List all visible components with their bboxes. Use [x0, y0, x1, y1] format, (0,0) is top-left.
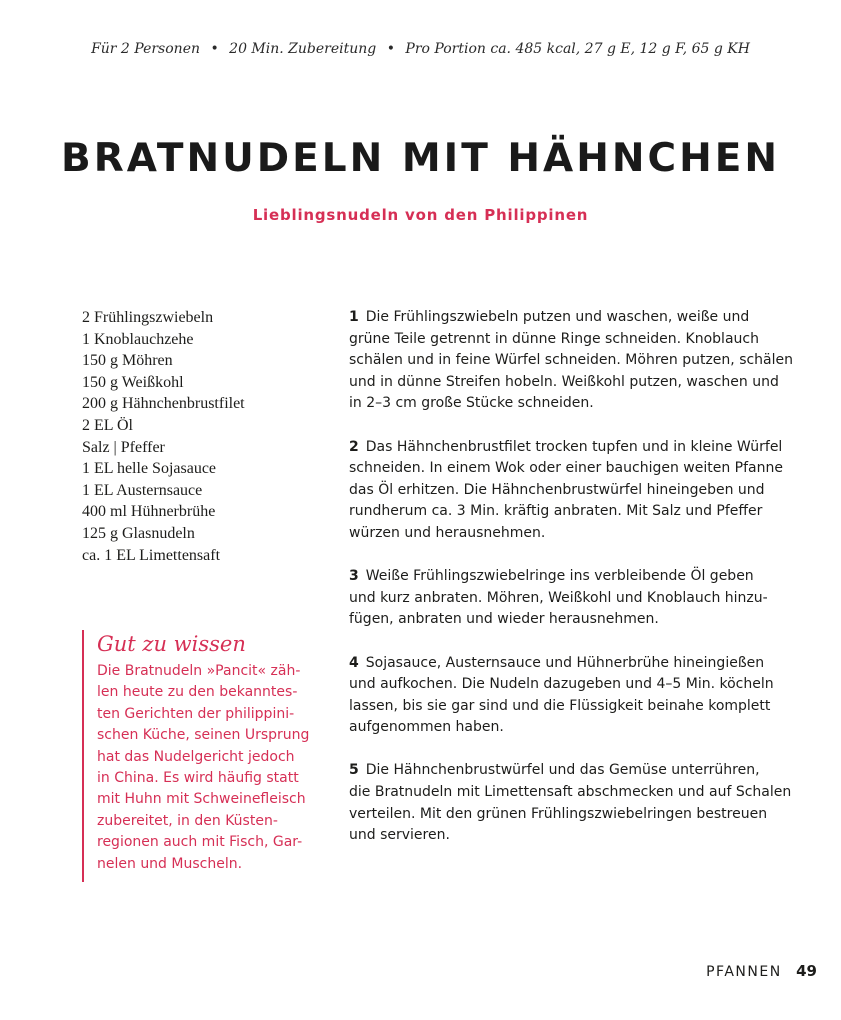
tip-line: Die Bratnudeln »Pancit« zäh- — [97, 663, 301, 679]
tip-line: regionen auch mit Fisch, Gar- — [97, 834, 303, 851]
step-line: die Bratnudeln mit Limettensaft abschmecken und auf Schalen — [349, 784, 792, 801]
page-number: 49 — [796, 962, 817, 980]
tip-line: ten Gerichten der philippini- — [97, 705, 295, 722]
ingredient-item: 125 g Glasnudeln — [82, 524, 195, 542]
ingredient-item: 1 Knoblauchzehe — [82, 330, 194, 348]
step-line: würzen und herausnehmen. — [349, 524, 546, 541]
tip-line: hat das Nudelgericht jedoch — [97, 748, 295, 765]
step-line: und in dünne Streifen hobeln. Weißkohl putzen, waschen und — [349, 373, 779, 390]
ingredient-item: 150 g Möhren — [82, 352, 173, 370]
ingredient-item: Salz | Pfeffer — [82, 438, 165, 456]
step-line: schälen und in feine Würfel schneiden. Möhren putzen, schälen — [349, 352, 794, 369]
step-number: 1 — [349, 309, 359, 325]
step-line: das Öl erhitzen. Die Hähnchenbrustwürfel hineingeben und — [349, 481, 765, 498]
step-line: schneiden. In einem Wok oder einer bauchigen weiten Pfanne — [349, 460, 783, 477]
step-number: 4 — [349, 654, 359, 671]
step-3 — [349, 566, 789, 631]
step-line: und kurz anbraten. Möhren, Weißkohl und Knoblauch hinzu- — [349, 589, 768, 606]
instructions — [349, 307, 794, 868]
step-line: Weiße Frühlingszwiebelringe ins verbleibende Öl geben — [365, 568, 754, 585]
ingredient-item: 1 EL Austernsauce — [82, 481, 203, 499]
meta-separator: • — [386, 41, 395, 57]
tip-title: Gut zu wissen — [97, 632, 246, 656]
ingredients-list — [82, 307, 312, 566]
tip-line: nelen und Muscheln. — [97, 855, 243, 872]
tip-line: len heute zu den bekanntes- — [97, 684, 298, 701]
step-line: Die Frühlingszwiebeln putzen und waschen, weiße und — [365, 309, 750, 325]
step-number: 2 — [349, 438, 359, 455]
step-5 — [349, 760, 792, 846]
step-line: verteilen. Mit den grünen Frühlingszwiebelringen bestreuen — [349, 805, 768, 822]
ingredient-item: 2 Frühlingszwiebeln — [82, 309, 214, 326]
recipe-meta — [0, 41, 841, 57]
step-line: grüne Teile getrennt in dünne Ringe schneiden. Knoblauch — [349, 330, 759, 347]
tip-line: zubereitet, in den Küsten- — [97, 812, 278, 829]
page-footer — [706, 962, 817, 980]
ingredient-item: 2 EL Öl — [82, 416, 133, 434]
ingredient-item: 1 EL helle Sojasauce — [82, 460, 217, 478]
step-line: und servieren. — [349, 827, 450, 844]
meta-separator: • — [210, 41, 219, 57]
step-line: Sojasauce, Austernsauce und Hühnerbrühe hineingießen — [365, 654, 765, 671]
ingredient-item: 400 ml Hühnerbrühe — [82, 503, 216, 521]
step-line: in 2–3 cm große Stücke schneiden. — [349, 395, 594, 412]
step-line: rundherum ca. 3 Min. kräftig anbraten. Mit Salz und Pfeffer — [349, 503, 763, 520]
step-line: und aufkochen. Die Nudeln dazugeben und 4–5 Min. köcheln — [349, 676, 774, 693]
step-1 — [349, 307, 794, 415]
tip-line: mit Huhn mit Schweinefleisch — [97, 791, 306, 808]
step-line: Das Hähnchenbrustfilet trocken tupfen und in kleine Würfel — [365, 438, 783, 455]
step-number: 3 — [349, 568, 359, 585]
step-line: lassen, bis sie gar sind und die Flüssigkeit beinahe komplett — [349, 697, 771, 714]
step-number: 5 — [349, 762, 359, 779]
ingredient-item: 200 g Hähnchenbrustfilet — [82, 395, 245, 413]
tip-text — [97, 661, 314, 875]
nutrition-info: Pro Portion ca. 485 kcal, 27 g E, 12 g F, 65 g KH — [405, 41, 750, 57]
step-line: fügen, anbraten und wieder herausnehmen. — [349, 611, 659, 628]
tip-line: schen Küche, seinen Ursprung — [97, 727, 310, 744]
prep-time: 20 Min. Zubereitung — [229, 41, 377, 57]
step-line: Die Hähnchenbrustwürfel und das Gemüse unterrühren, — [365, 762, 760, 779]
section-label: PFANNEN — [706, 964, 782, 980]
ingredient-item: ca. 1 EL Limettensaft — [82, 546, 221, 564]
tip-box — [82, 630, 314, 882]
step-4 — [349, 653, 789, 739]
ingredient-item: 150 g Weißkohl — [82, 373, 184, 391]
recipe-subtitle: Lieblingsnudeln von den Philippinen — [252, 206, 589, 224]
step-2 — [349, 437, 789, 545]
step-line: aufgenommen haben. — [349, 719, 504, 736]
recipe-title: BRATNUDELN MIT HÄHNCHEN — [60, 136, 781, 181]
tip-line: in China. Es wird häufig statt — [97, 770, 299, 787]
servings: Für 2 Personen — [91, 41, 200, 57]
